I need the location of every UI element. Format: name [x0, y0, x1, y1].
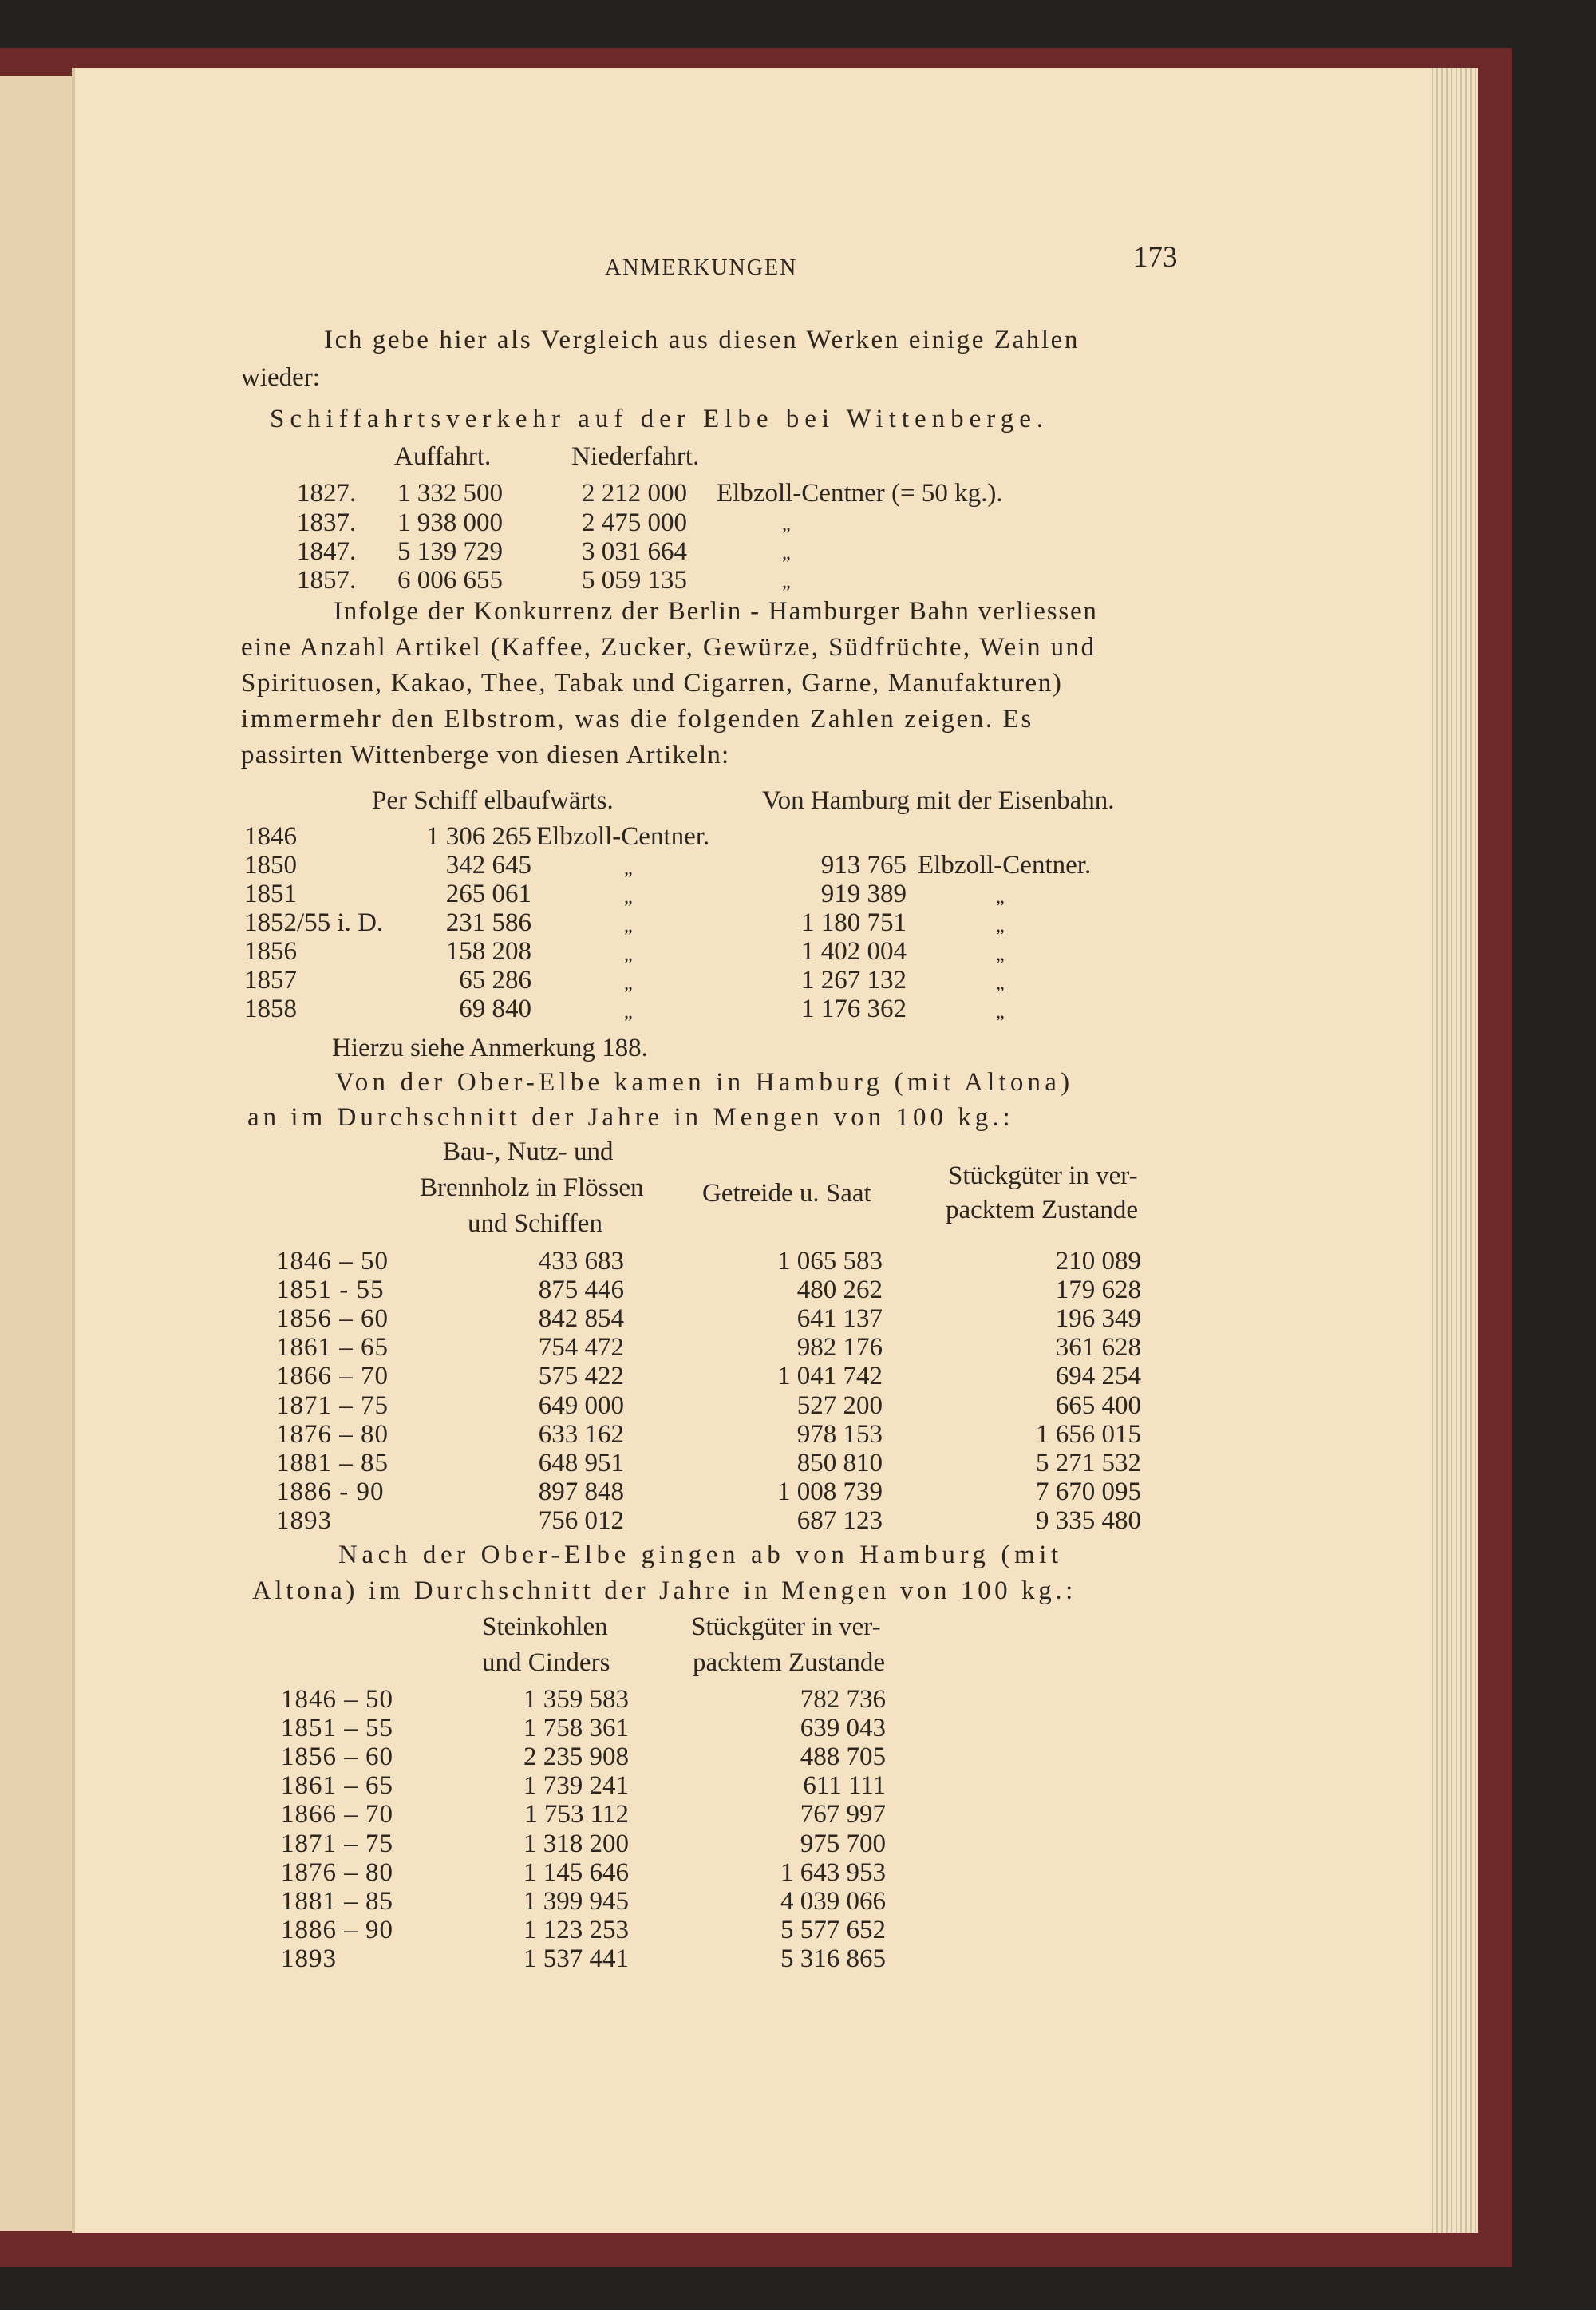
table2-ship-value: 69 840 — [459, 995, 531, 1023]
table4-coal-value: 1 739 241 — [523, 1771, 629, 1800]
table2-note: Hierzu siehe Anmerkung 188. — [332, 1034, 648, 1062]
table3-grain-value: 1 008 739 — [777, 1477, 883, 1506]
table1-down-value: 2 475 000 — [582, 508, 687, 537]
table4-col-goods-2: packtem Zustande — [693, 1648, 885, 1677]
table2-rail-unit: Elbzoll-Centner. — [918, 851, 1092, 880]
table2-ship-value: 1 306 265 — [426, 822, 531, 851]
table3-grain-value: 1 041 742 — [777, 1362, 883, 1390]
table4-period: 1886 – 90 — [281, 1916, 393, 1944]
table3-period: 1876 – 80 — [276, 1420, 389, 1449]
table3-period: 1866 – 70 — [276, 1362, 389, 1390]
table3-col-wood-1: Bau-, Nutz- und — [443, 1137, 614, 1166]
para1-line: eine Anzahl Artikel (Kaffee, Zucker, Gewürze, Südfrüchte, Wein und — [241, 633, 1096, 662]
table3-col-goods-2: packtem Zustande — [946, 1196, 1138, 1224]
table3-grain-value: 1 065 583 — [777, 1247, 883, 1276]
table2-ship-value: 231 586 — [445, 908, 531, 937]
table2-year: 1850 — [244, 851, 297, 880]
table3-wood-value: 875 446 — [538, 1276, 624, 1304]
table3-goods-value: 361 628 — [1055, 1333, 1141, 1362]
table3-goods-value: 7 670 095 — [1036, 1477, 1141, 1506]
table2-rail-unit-ditto: „ — [996, 916, 1005, 936]
table2-year: 1846 — [244, 822, 297, 851]
table3-wood-value: 756 012 — [538, 1506, 624, 1535]
table2-col-rail: Von Hamburg mit der Eisenbahn. — [762, 786, 1115, 815]
table2-year: 1851 — [244, 880, 297, 908]
table3-period: 1861 – 65 — [276, 1333, 389, 1362]
table4-goods-value: 975 700 — [800, 1829, 886, 1858]
table2-rail-value: 919 389 — [820, 880, 907, 908]
table4-coal-value: 1 758 361 — [523, 1714, 629, 1742]
table4-coal-value: 1 359 583 — [523, 1685, 629, 1714]
table3-wood-value: 842 854 — [538, 1304, 624, 1333]
table1-year: 1837. — [297, 508, 357, 537]
table3-goods-value: 1 656 015 — [1036, 1420, 1141, 1449]
table4-col-coal-1: Steinkohlen — [482, 1612, 608, 1641]
table4-period: 1866 – 70 — [281, 1800, 393, 1829]
table3-grain-value: 641 137 — [796, 1304, 883, 1333]
table2-rail-value: 1 180 751 — [801, 908, 907, 937]
table4-coal-value: 1 399 945 — [523, 1887, 629, 1916]
table2-year: 1857 — [244, 966, 297, 995]
table3-goods-value: 179 628 — [1055, 1276, 1141, 1304]
table1-down-value: 5 059 135 — [582, 566, 687, 595]
table4-period: 1851 – 55 — [281, 1714, 393, 1742]
table3-col-grain: Getreide u. Saat — [702, 1179, 871, 1208]
table1-col-down: Niederfahrt. — [571, 442, 700, 471]
table3-col-wood-2: Brennholz in Flössen — [420, 1173, 644, 1202]
table2-ship-value: 342 645 — [445, 851, 531, 880]
table3-goods-value: 9 335 480 — [1036, 1506, 1141, 1535]
table3-wood-value: 433 683 — [538, 1247, 624, 1276]
table2-ship-unit-ditto: „ — [624, 858, 633, 879]
para1-line: immermehr den Elbstrom, was die folgenden Zahlen zeigen. Es — [241, 705, 1033, 734]
table2-ship-unit-ditto: „ — [624, 973, 633, 994]
intro-line-1: Ich gebe hier als Vergleich aus diesen Werken einige Zahlen — [324, 326, 1080, 354]
table3-wood-value: 754 472 — [538, 1333, 624, 1362]
table2-ship-unit-ditto: „ — [624, 916, 633, 936]
table2-ship-value: 65 286 — [459, 966, 531, 995]
table1-col-up: Auffahrt. — [394, 442, 492, 471]
table3-goods-value: 210 089 — [1055, 1247, 1141, 1276]
table3-goods-value: 694 254 — [1055, 1362, 1141, 1390]
table3-grain-value: 480 262 — [796, 1276, 883, 1304]
table3-grain-value: 527 200 — [796, 1391, 883, 1420]
table2-rail-unit-ditto: „ — [996, 887, 1005, 908]
table2-ship-unit-ditto: „ — [624, 944, 633, 965]
table4-goods-value: 782 736 — [800, 1685, 886, 1714]
table2-rail-unit-ditto: „ — [996, 944, 1005, 965]
table3-goods-value: 5 271 532 — [1036, 1449, 1141, 1477]
table4-goods-value: 767 997 — [800, 1800, 886, 1829]
left-page-edge — [0, 76, 76, 2231]
table1-year: 1827. — [297, 479, 357, 508]
table2-ship-unit-ditto: „ — [624, 887, 633, 908]
table3-goods-value: 196 349 — [1055, 1304, 1141, 1333]
table1-down-value: 2 212 000 — [582, 479, 687, 508]
page-fore-edge — [1428, 68, 1478, 2233]
table2-rail-unit-ditto: „ — [996, 973, 1005, 994]
table3-grain-value: 978 153 — [796, 1420, 883, 1449]
table3-period: 1886 - 90 — [276, 1477, 385, 1506]
table4-goods-value: 611 111 — [803, 1771, 886, 1800]
table2-rail-unit-ditto: „ — [996, 1002, 1005, 1022]
table4-period: 1856 – 60 — [281, 1742, 393, 1771]
table4-goods-value: 4 039 066 — [780, 1887, 886, 1916]
para2-line-2: an im Durchschnitt der Jahre in Mengen von 100 kg.: — [247, 1103, 1014, 1132]
para3-line-1: Nach der Ober-Elbe gingen ab von Hamburg (mit — [338, 1541, 1063, 1569]
table1-title: Schiffahrtsverkehr auf der Elbe bei Wittenberge. — [270, 405, 1049, 433]
table4-coal-value: 2 235 908 — [523, 1742, 629, 1771]
table2-rail-value: 1 176 362 — [801, 995, 907, 1023]
table3-wood-value: 633 162 — [538, 1420, 624, 1449]
table2-ship-value: 265 061 — [445, 880, 531, 908]
table4-goods-value: 639 043 — [800, 1714, 886, 1742]
table2-rail-value: 913 765 — [820, 851, 907, 880]
table2-rail-value: 1 267 132 — [801, 966, 907, 995]
table4-col-coal-2: und Cinders — [482, 1648, 610, 1677]
running-head: ANMERKUNGEN — [605, 255, 798, 280]
table3-grain-value: 982 176 — [796, 1333, 883, 1362]
table3-grain-value: 687 123 — [796, 1506, 883, 1535]
table3-period: 1881 – 85 — [276, 1449, 389, 1477]
table3-col-wood-3: und Schiffen — [468, 1209, 602, 1238]
table4-period: 1861 – 65 — [281, 1771, 393, 1800]
table2-rail-value: 1 402 004 — [801, 937, 907, 966]
table4-coal-value: 1 145 646 — [523, 1858, 629, 1887]
table4-goods-value: 5 577 652 — [780, 1916, 886, 1944]
table3-period: 1893 — [276, 1506, 332, 1535]
page-number: 173 — [1133, 241, 1178, 274]
table2-year: 1856 — [244, 937, 297, 966]
table2-ship-value: 158 208 — [445, 937, 531, 966]
table1-down-value: 3 031 664 — [582, 537, 687, 566]
para3-line-2: Altona) im Durchschnitt der Jahre in Mengen von 100 kg.: — [252, 1576, 1077, 1605]
table1-year: 1857. — [297, 566, 357, 595]
table3-period: 1871 – 75 — [276, 1391, 389, 1420]
table4-goods-value: 5 316 865 — [780, 1944, 886, 1973]
intro-line-2: wieder: — [241, 363, 320, 392]
table3-col-goods-1: Stückgüter in ver- — [948, 1161, 1138, 1190]
para1-line: Infolge der Konkurrenz der Berlin - Hamburger Bahn verliessen — [334, 597, 1098, 626]
table3-wood-value: 575 422 — [538, 1362, 624, 1390]
table4-coal-value: 1 123 253 — [523, 1916, 629, 1944]
table2-col-ship: Per Schiff elbaufwärts. — [372, 786, 614, 815]
table3-period: 1851 - 55 — [276, 1276, 385, 1304]
table4-period: 1876 – 80 — [281, 1858, 393, 1887]
table3-wood-value: 648 951 — [538, 1449, 624, 1477]
table1-unit-ditto: „ — [782, 572, 791, 592]
table1-up-value: 1 332 500 — [397, 479, 503, 508]
table4-coal-value: 1 537 441 — [523, 1944, 629, 1973]
table2-year: 1858 — [244, 995, 297, 1023]
para1-line: Spirituosen, Kakao, Thee, Tabak und Cigarren, Garne, Manufakturen) — [241, 669, 1063, 698]
table3-wood-value: 649 000 — [538, 1391, 624, 1420]
table4-period: 1846 – 50 — [281, 1685, 393, 1714]
table3-grain-value: 850 810 — [796, 1449, 883, 1477]
table4-col-goods-1: Stückgüter in ver- — [691, 1612, 881, 1641]
table3-goods-value: 665 400 — [1055, 1391, 1141, 1420]
table1-unit-ditto: „ — [782, 514, 791, 535]
table4-period: 1871 – 75 — [281, 1829, 393, 1858]
table3-wood-value: 897 848 — [538, 1477, 624, 1506]
table4-goods-value: 488 705 — [800, 1742, 886, 1771]
para1-line: passirten Wittenberge von diesen Artikeln: — [241, 741, 730, 769]
table2-year: 1852/55 i. D. — [244, 908, 384, 937]
table1-up-value: 6 006 655 — [397, 566, 503, 595]
table4-coal-value: 1 318 200 — [523, 1829, 629, 1858]
table4-coal-value: 1 753 112 — [524, 1800, 629, 1829]
table1-unit: Elbzoll-Centner (= 50 kg.). — [717, 479, 1003, 508]
table3-period: 1856 – 60 — [276, 1304, 389, 1333]
table1-up-value: 1 938 000 — [397, 508, 503, 537]
table4-period: 1893 — [281, 1944, 337, 1973]
table4-period: 1881 – 85 — [281, 1887, 393, 1916]
table1-up-value: 5 139 729 — [397, 537, 503, 566]
para2-line-1: Von der Ober-Elbe kamen in Hamburg (mit Altona) — [335, 1068, 1074, 1097]
table2-ship-unit: Elbzoll-Centner. — [536, 822, 710, 851]
table1-unit-ditto: „ — [782, 543, 791, 564]
table4-goods-value: 1 643 953 — [780, 1858, 886, 1887]
table2-ship-unit-ditto: „ — [624, 1002, 633, 1022]
table3-period: 1846 – 50 — [276, 1247, 389, 1276]
table1-year: 1847. — [297, 537, 357, 566]
